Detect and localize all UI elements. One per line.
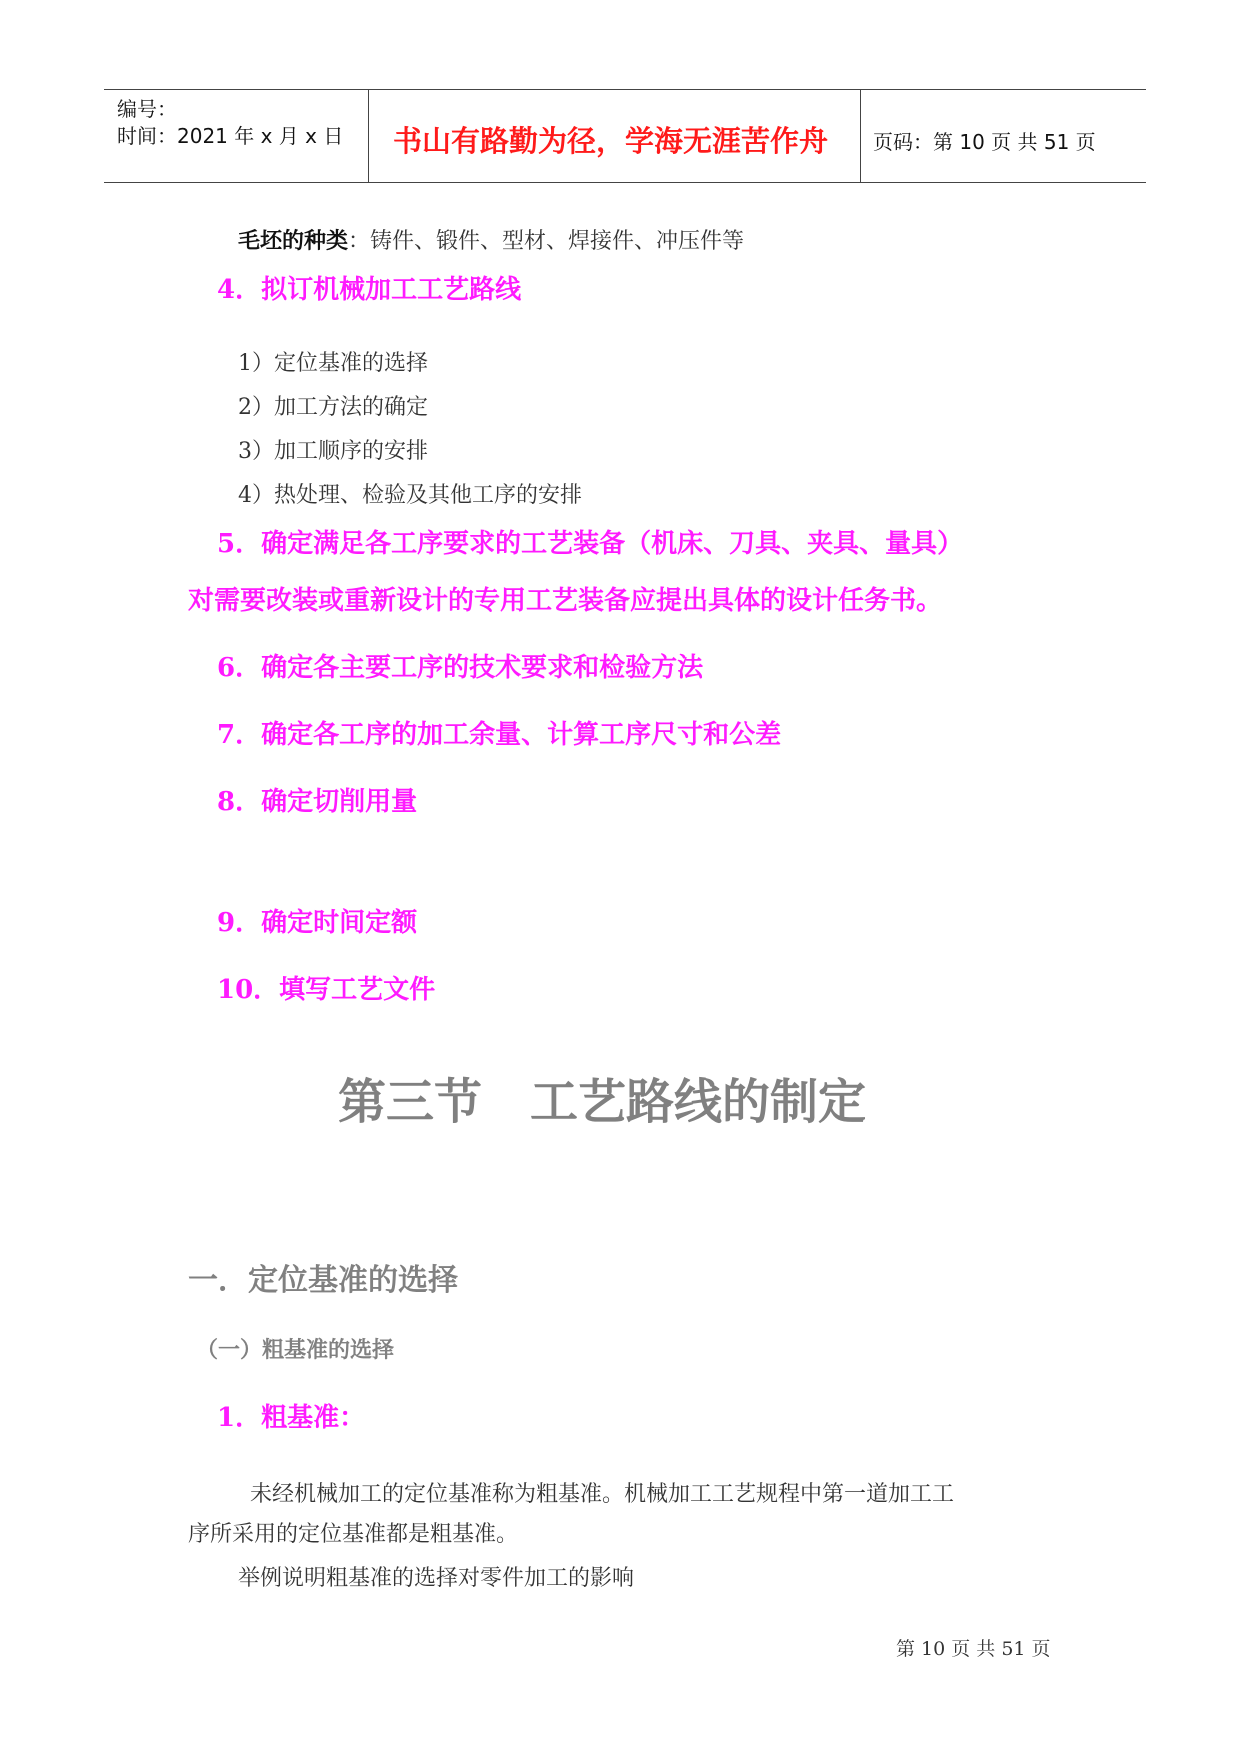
blank-types-text: ：铸件、锻件、型材、焊接件、冲压件等 bbox=[348, 229, 745, 254]
header-bottom-border bbox=[104, 182, 1146, 183]
header-time-label: 时间：2021 年 x 月 x 日 bbox=[117, 124, 344, 148]
step-10-heading: 10．填写工艺文件 bbox=[217, 975, 436, 1005]
header-divider-left bbox=[368, 89, 369, 182]
header-top-border bbox=[104, 89, 1146, 90]
step-4-heading: 4．拟订机械加工工艺路线 bbox=[217, 275, 522, 305]
step-5-heading: 5．确定满足各工序要求的工艺装备（机床、刀具、夹具、量具） bbox=[217, 529, 964, 559]
step-7-heading: 7．确定各工序的加工余量、计算工序尺寸和公差 bbox=[217, 720, 782, 750]
step4-item-2: 2）加工方法的确定 bbox=[238, 395, 428, 420]
header-motto: 书山有路勤为径，学海无涯苦作舟 bbox=[393, 124, 829, 158]
paragraph-1-line-2: 序所采用的定位基准都是粗基准。 bbox=[188, 1522, 519, 1547]
step4-item-4: 4）热处理、检验及其他工序的安排 bbox=[238, 483, 582, 508]
step-8-heading: 8．确定切削用量 bbox=[217, 787, 418, 817]
step-9-heading: 9．确定时间定额 bbox=[217, 908, 418, 938]
subsection-heading: 一．定位基准的选择 bbox=[188, 1263, 458, 1298]
header-page-code: 页码：第 10 页 共 51 页 bbox=[873, 130, 1096, 154]
paragraph-2: 举例说明粗基准的选择对零件加工的影响 bbox=[238, 1566, 635, 1591]
coarse-datum-heading: 1．粗基准： bbox=[217, 1403, 366, 1433]
step-5-continuation: 对需要改装或重新设计的专用工艺装备应提出具体的设计任务书。 bbox=[188, 586, 943, 616]
footer-page-number: 第 10 页 共 51 页 bbox=[896, 1638, 1051, 1660]
blank-types-label: 毛坯的种类 bbox=[238, 228, 349, 254]
header-divider-right bbox=[860, 89, 861, 182]
header-number-label: 编号： bbox=[117, 97, 177, 121]
step4-item-1: 1）定位基准的选择 bbox=[238, 351, 428, 376]
step-6-heading: 6．确定各主要工序的技术要求和检验方法 bbox=[217, 653, 704, 683]
blank-types-line bbox=[238, 224, 744, 255]
section-title: 第三节 工艺路线的制定 bbox=[338, 1074, 867, 1130]
paragraph-1-line-1: 未经机械加工的定位基准称为粗基准。机械加工工艺规程中第一道加工工 bbox=[250, 1482, 955, 1507]
step4-item-3: 3）加工顺序的安排 bbox=[238, 439, 428, 464]
sub-subsection-heading: （一）粗基准的选择 bbox=[196, 1337, 395, 1363]
